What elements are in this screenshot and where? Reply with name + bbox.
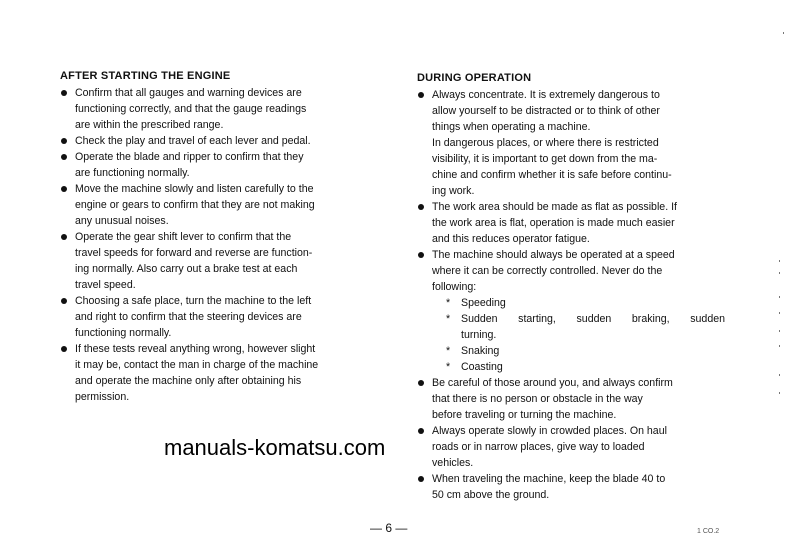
text-line: any unusual noises. [75,215,169,227]
text-line: ing normally. Also carry out a brake test at each [75,263,298,275]
sub-item [417,359,725,375]
text-line: When traveling the machine, keep the blade 40 to [432,473,666,485]
scan-speck [779,296,780,298]
text-line: travel speed. [75,279,136,291]
text-line: allow yourself to be distracted or to think of other [432,105,660,117]
list-item [417,199,725,247]
text-line: If these tests reveal anything wrong, however slight [75,343,316,355]
text-line: Snaking [461,345,500,357]
list-item [417,375,725,423]
star-bullet-icon: * [446,297,451,309]
text-line: chine and confirm whether it is safe before continu- [432,169,672,181]
text-line: Speeding [461,297,506,309]
text-line: Always concentrate. It is extremely dangerous to [432,89,660,101]
list-item [60,293,372,341]
watermark: manuals-komatsu.com [164,435,386,460]
text-line: functioning normally. [75,327,172,339]
list-item [417,247,725,295]
text-line: it may be, contact the man in charge of the machine [75,359,319,371]
text-line: Move the machine slowly and listen carefully to the [75,183,314,195]
scan-speck [779,345,780,347]
text-line: turning. [461,329,497,341]
text-line: Operate the gear shift lever to confirm that the [75,231,292,243]
scan-speck [779,272,780,274]
list-item [60,85,372,133]
list-item [417,471,725,503]
section-heading: DURING OPERATION [417,72,532,84]
text-line: following: [432,281,477,293]
list-item [417,423,725,471]
star-bullet-icon: * [446,345,451,357]
text-line: are within the prescribed range. [75,119,224,131]
list-item [60,149,372,181]
text-line: that there is no person or obstacle in the way [432,393,643,405]
scan-speck [783,32,784,34]
sub-item [417,295,725,311]
during-operation-section [417,70,725,503]
sub-item [417,311,725,343]
sub-item [417,343,725,359]
text-line: engine or gears to confirm that they are not making [75,199,315,211]
text-line: before traveling or turning the machine. [432,409,617,421]
text-line: vehicles. [432,457,474,469]
text-line: functioning correctly, and that the gauge readings [75,103,307,115]
text-line: Be careful of those around you, and always confirm [432,377,673,389]
text-line: Choosing a safe place, turn the machine to the left [75,295,312,307]
text-line: Sudden starting, sudden braking, sudden [461,313,725,325]
text-line: 50 cm above the ground. [432,489,550,501]
text-line: where it can be correctly controlled. Never do the [432,265,663,277]
text-line: The machine should always be operated at a speed [432,249,675,261]
scan-speck [779,312,780,314]
text-line: the work area is flat, operation is made much easier [432,217,675,229]
text-line: Operate the blade and ripper to confirm that they [75,151,304,163]
text-line: and right to confirm that the steering devices are [75,311,302,323]
text-line: and this reduces operator fatigue. [432,233,590,245]
text-line: visibility, it is important to get down from the ma- [432,153,658,165]
text-line: ing work. [432,185,475,197]
list-item [60,133,372,149]
page-number: — 6 — [370,521,408,535]
text-line: Always operate slowly in crowded places. On haul [432,425,667,437]
list-item [60,181,372,229]
list-item [60,229,372,293]
scan-speck [779,260,780,262]
text-line: are functioning normally. [75,167,190,179]
text-line: Coasting [461,361,503,373]
star-bullet-icon: * [446,313,451,325]
text-line: Confirm that all gauges and warning devices are [75,87,302,99]
star-bullet-icon: * [446,361,451,373]
text-line: Check the play and travel of each lever and pedal. [75,135,311,147]
after-starting-section [60,68,372,405]
text-line: things when operating a machine. [432,121,591,133]
list-item [417,87,725,199]
text-line: In dangerous places, or where there is restricted [432,137,659,149]
scan-speck [779,374,780,376]
print-code: 1 CO.2 [697,528,720,535]
scan-speck [779,392,780,394]
text-line: The work area should be made as flat as possible. If [432,201,677,213]
text-line: and operate the machine only after obtaining his [75,375,302,387]
section-heading: AFTER STARTING THE ENGINE [60,70,231,82]
text-line: permission. [75,391,130,403]
text-line: travel speeds for forward and reverse are function- [75,247,313,259]
text-line: roads or in narrow places, give way to loaded [432,441,645,453]
list-item [60,341,372,405]
scan-speck [779,330,780,332]
